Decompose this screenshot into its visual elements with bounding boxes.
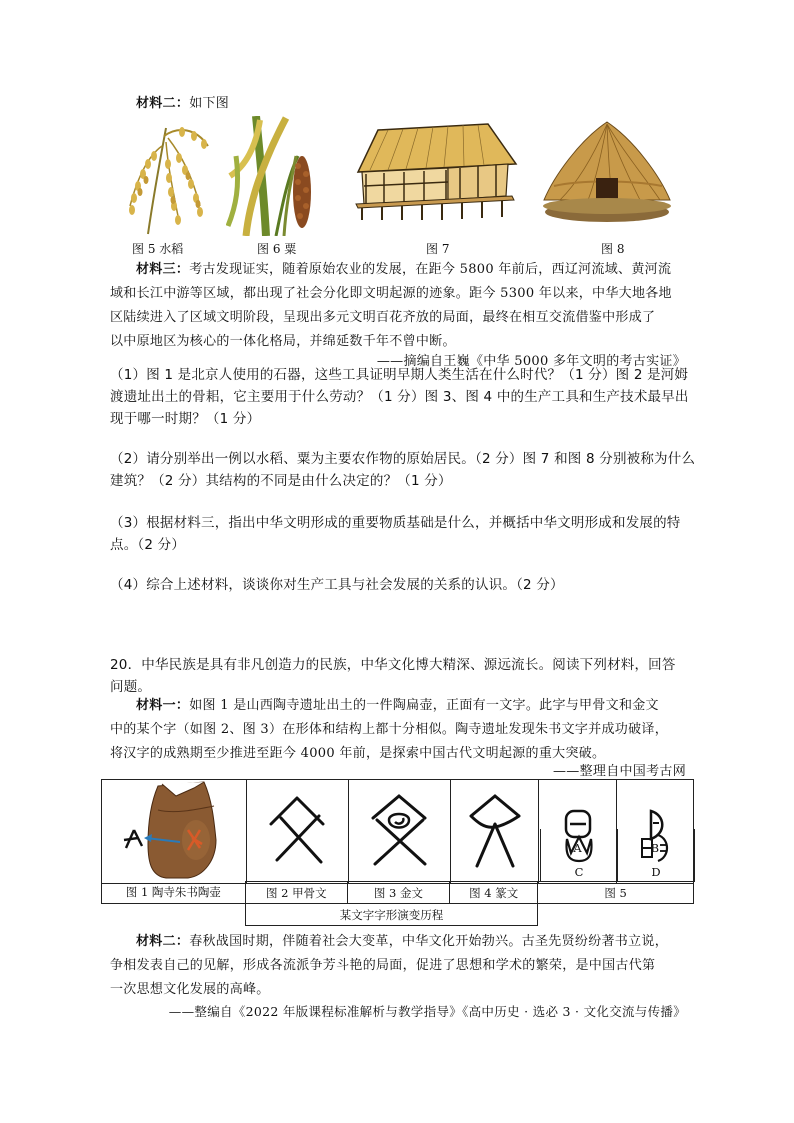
bronze-glyph-cell [348,780,450,884]
m1-label: 材料一： [136,698,190,713]
caption-fig5-table: 图 5 [538,882,694,904]
oracle-bone-glyph [257,790,337,870]
material3-line-2: 域和长江中游等区域，都出现了社会分化即文明起源的迹象。距今 5300 年以来，中华大地各地 [110,286,672,301]
caption-group: 某文字字形演变历程 [245,904,538,926]
question-1-line-1: （1）图 1 是北京人使用的石器，这些工具证明早期人类生活在什么时代？（1 分）图 2 是河姆 [110,367,689,383]
caption-fig2: 图 2 甲骨文 [245,882,347,904]
rice-image [118,116,214,236]
material3-line-4: 以中原地区为核心的一体化格局，并绵延数千年不曾中断。 [110,334,456,349]
material2-label: 材料二： [136,96,190,111]
m2-label: 材料二： [136,934,190,949]
question-1-line-2: 渡遗址出土的骨耜，它主要用于什么劳动？（1 分）图 3、图 4 中的生产工具和生产技术最早出 [110,389,689,405]
q20-line-1: 20．中华民族是具有非凡创造力的民族，中华文化博大精深、源远流长。阅读下列材料，回答 [110,657,676,673]
material3-label: 材料三： [136,262,190,277]
material2-heading [136,92,229,116]
pottery-pot-image [104,780,244,880]
caption-fig7: 图 7 [426,242,450,256]
seal-glyph-cell [450,780,539,884]
m2-line-3: 一次思想文化发展的高峰。 [110,982,270,997]
m1-line-1: 材料一：如图 1 是山西陶寺遗址出土的一件陶扁壶，正面有一文字。此字与甲骨文和金文 [136,698,659,713]
caption-fig8: 图 8 [601,242,625,256]
caption-fig5: 图 5 水稻 [132,242,184,256]
q20-line-2: 问题。 [110,679,152,695]
oracle-glyph-cell [246,780,348,884]
question-4-line-1: （4）综合上述材料，谈谈你对生产工具与社会发展的关系的认识。（2 分） [110,577,564,593]
hut-image [540,120,675,226]
m2-line-2: 争相发表自己的见解，形成各流派争芳斗艳的局面，促进了思想和学术的繁荣，是中国古代第 [110,958,656,973]
option-d-glyph [636,831,676,865]
m2-line-1: 材料二：春秋战国时期，伴随着社会大变革，中华文化开始勃兴。古圣先贤纷纷著书立说， [136,934,669,949]
question-2-line-1: （2）请分别举出一例以水稻、粟为主要农作物的原始居民。（2 分）图 7 和图 8 分别被称为什么 [110,451,696,467]
question-1-line-3: 现于哪一时期？（1 分） [110,411,261,427]
figure-caption-row [101,881,694,926]
caption-fig3: 图 3 金文 [347,882,449,904]
m1-line-3: 将汉字的成熟期至少推进至距今 4000 年前，是探索中国古代文明起源的重大突破。 [110,746,606,761]
bronze-glyph [359,790,439,870]
options-lower-table [540,829,695,882]
option-d-label: D [651,864,661,879]
m1-line-2: 中的某个字（如图 2、图 3）在形体和结构上都十分相似。陶寺遗址发现朱书文字并成功破译， [110,722,669,737]
question-2-line-2: 建筑？（2 分）其结构的不同是由什么决定的？（1 分） [110,473,452,489]
material3-line-3: 区陆续进入了区域文明阶段，呈现出多元文明百花齐放的局面，最终在相互交流借鉴中形成了 [110,310,656,325]
option-c-glyph [559,831,599,865]
option-b-label: B [650,840,660,855]
seal-script-glyph [455,790,535,870]
caption-fig1: 图 1 陶寺朱书陶壶 [102,882,246,904]
pottery-cell [102,780,247,884]
question-3-line-2: 点。（2 分） [110,537,186,553]
caption-fig6: 图 6 粟 [257,242,297,256]
option-d-cell [618,829,695,881]
caption-fig4: 图 4 篆文 [450,882,538,904]
m2-source: ——整编自《2022 年版课程标准解析与教学指导》《高中历史 · 选必 3 · 文化交流与传播》 [168,1004,686,1019]
option-a-label: A [573,840,582,855]
option-c-cell [541,829,618,881]
question-3-line-1: （3）根据材料三，指出中华文明形成的重要物质基础是什么，并概括中华文明形成和发展的特 [110,515,681,531]
material3-source: ——摘编自王巍《中华 5000 多年文明的考古实证》 [376,354,686,369]
material3-line-1: 材料三：考古发现证实，随着原始农业的发展，在距今 5800 年前后，西辽河流域、黄河流 [136,262,672,277]
material2-text: 如下图 [189,96,230,111]
option-c-label: C [574,864,584,879]
millet-image [226,116,321,236]
m1-source: ——整理自中国考古网 [553,764,686,779]
stilt-house-image [348,120,518,220]
